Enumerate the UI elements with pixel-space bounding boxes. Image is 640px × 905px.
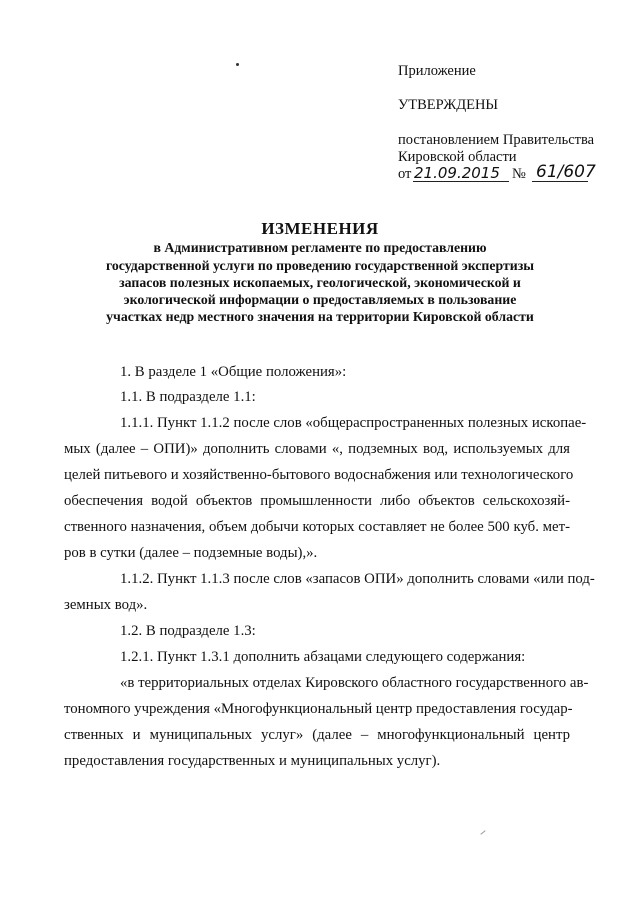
paragraph-line: тономного учреждения «Многофункциональный центр предоставления государ- [64, 701, 573, 717]
paragraph-line: земных вод». [64, 597, 148, 613]
number-underline [532, 181, 588, 182]
title-line-5: участках недр местного значения на территории Кировской области [106, 309, 534, 324]
paragraph-line: «в территориальных отделах Кировского областного государственного ав- [120, 675, 589, 691]
paragraph-line: ственных и муниципальных услуг» (далее – многофункциональный центр [64, 727, 570, 743]
section-1-heading: 1. В разделе 1 «Общие положения»: [120, 364, 347, 380]
number-label: № [512, 166, 526, 182]
decree-line-2: Кировской области [398, 149, 517, 165]
subsection-1-1-heading: 1.1. В подразделе 1.1: [120, 389, 256, 405]
scan-speck [480, 830, 485, 835]
subsection-1-2-heading: 1.2. В подразделе 1.3: [120, 623, 256, 639]
title-line-1: в Административном регламенте по предоставлению [153, 240, 487, 255]
paragraph-line: 1.1.2. Пункт 1.1.3 после слов «запасов ОПИ» дополнить словами «или под- [120, 571, 595, 587]
title-line-2: государственной услуги по проведению государственной экспертизы [105, 258, 535, 273]
paragraph-line: 1.1.1. Пункт 1.1.2 после слов «общераспространенных полезных ископае- [120, 415, 587, 431]
document-title: ИЗМЕНЕНИЯ [261, 219, 379, 238]
paragraph-line: мых (далее – ОПИ)» дополнить словами «, подземных вод, используемых для [64, 441, 570, 457]
date-underline [413, 181, 509, 182]
date-prefix: от [398, 166, 412, 182]
decree-line-1: постановлением Правительства [398, 132, 595, 148]
approved-label: УТВЕРЖДЕНЫ [398, 97, 499, 113]
title-line-4: экологической информации о предоставляемых в пользование [123, 292, 517, 307]
paragraph-line: ров в сутки (далее – подземные воды),». [64, 545, 318, 561]
scan-speck [236, 63, 239, 66]
handwritten-date: 21.09.2015 [414, 164, 500, 182]
title-line-3: запасов полезных ископаемых, геологической, экономической и [119, 275, 521, 290]
appendix-label: Приложение [398, 63, 476, 79]
paragraph-line: целей питьевого и хозяйственно-бытового водоснабжения или технологического [64, 467, 574, 483]
paragraph-line: обеспечения водой объектов промышленности либо объектов сельскохозяй- [64, 493, 570, 509]
paragraph-line: ственного назначения, объем добычи которых составляет не более 500 куб. мет- [64, 519, 570, 535]
paragraph-line: 1.2.1. Пункт 1.3.1 дополнить абзацами следующего содержания: [120, 649, 526, 665]
paragraph-line: предоставления государственных и муниципальных услуг). [64, 753, 441, 769]
handwritten-number: 61/607 [536, 162, 596, 182]
